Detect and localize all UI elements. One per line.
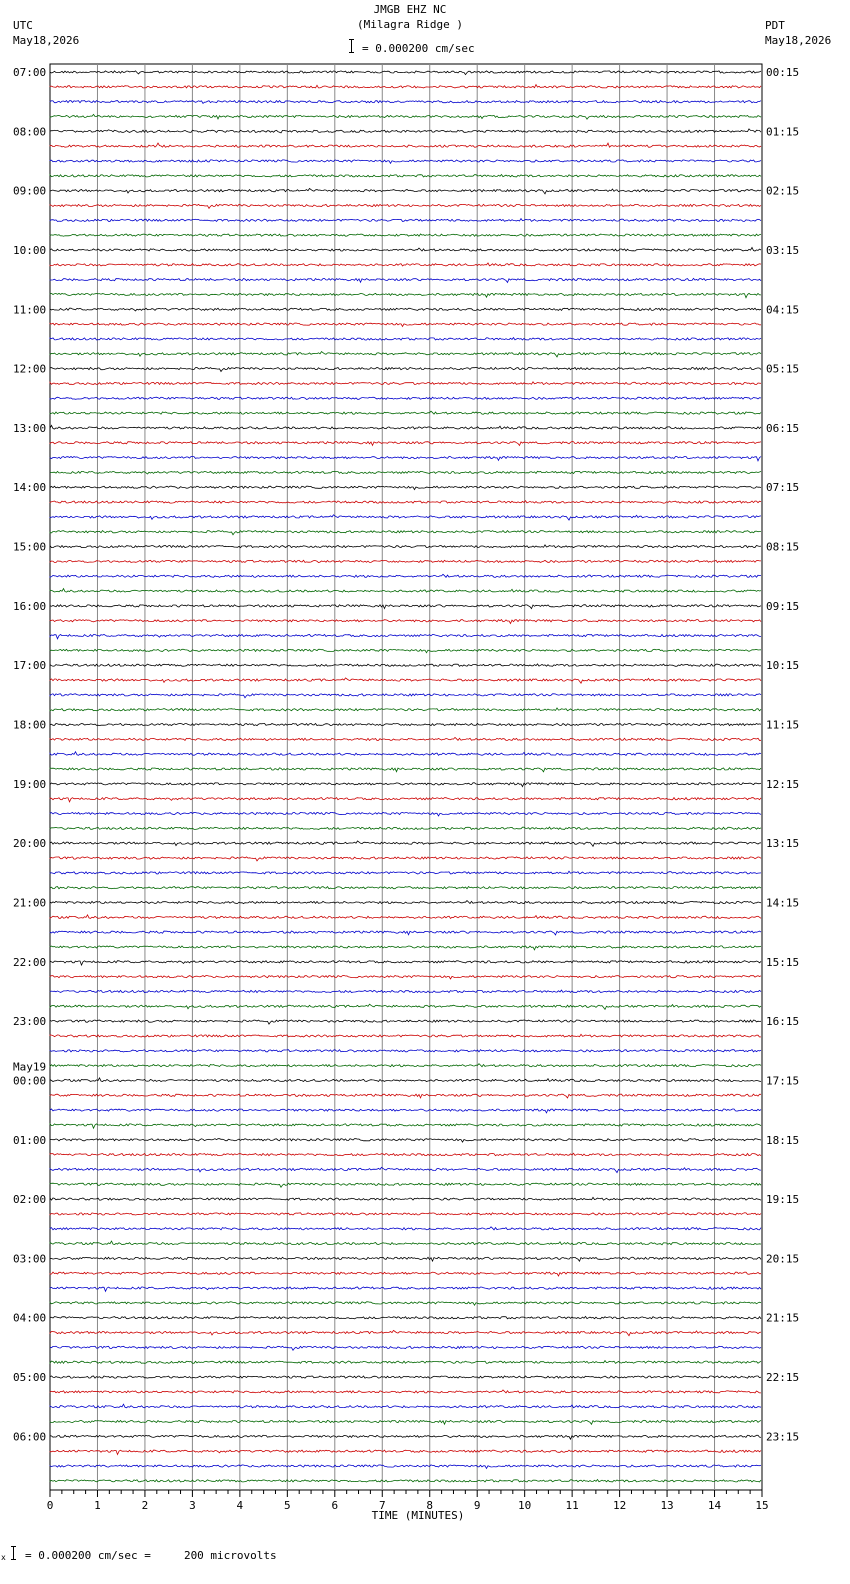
trace-line: [50, 1094, 761, 1098]
trace-line: [50, 175, 761, 177]
x-tick-label: 7: [378, 1499, 386, 1512]
grid-lines: [50, 64, 762, 1490]
trace-line: [50, 471, 761, 474]
trace-line: [50, 71, 761, 75]
trace-line: [50, 1167, 761, 1172]
trace-line: [50, 1420, 761, 1424]
x-tick-label: 1: [94, 1499, 101, 1512]
trace-line: [50, 129, 761, 133]
trace-line: [50, 486, 761, 490]
trace-line: [50, 620, 761, 624]
utc-hour-label: 03:00: [13, 1252, 47, 1266]
trace-line: [50, 887, 761, 889]
x-tick-label: 10: [518, 1499, 532, 1512]
trace-line: [50, 1109, 761, 1113]
trace-line: [50, 382, 761, 385]
utc-hour-label: 20:00: [13, 837, 47, 851]
left-timezone: UTC: [13, 19, 33, 32]
trace-layer: [50, 71, 761, 1482]
trace-line: [50, 1064, 761, 1067]
plot-frame: [50, 64, 762, 1490]
trace-line: [50, 442, 761, 446]
pdt-hour-label: 07:15: [766, 481, 800, 495]
trace-line: [50, 574, 761, 577]
utc-hour-label: 04:00: [13, 1311, 47, 1325]
trace-line: [50, 1376, 761, 1378]
trace-line: [50, 752, 761, 756]
trace-line: [50, 961, 761, 965]
trace-line: [50, 694, 761, 698]
trace-line: [50, 871, 761, 874]
x-tick-label: 5: [284, 1499, 291, 1512]
trace-line: [50, 1020, 761, 1024]
trace-line: [50, 1435, 761, 1439]
x-tick-label: 6: [331, 1499, 339, 1512]
trace-line: [50, 1302, 761, 1305]
utc-hour-label: 17:00: [13, 659, 47, 673]
utc-hour-label: 00:00: [13, 1074, 47, 1088]
trace-line: [50, 1480, 761, 1482]
utc-hour-label: 09:00: [13, 184, 47, 198]
trace-line: [50, 976, 761, 980]
trace-line: [50, 737, 761, 740]
pdt-hour-label: 20:15: [766, 1252, 800, 1266]
trace-line: [50, 545, 761, 548]
trace-line: [50, 397, 761, 399]
x-axis-label: TIME (MINUTES): [371, 1509, 465, 1522]
trace-line: [50, 1241, 761, 1245]
pdt-hour-label: 21:15: [766, 1311, 800, 1325]
trace-line: [50, 798, 761, 802]
trace-line: [50, 338, 761, 340]
x-tick-label: 8: [426, 1499, 434, 1512]
x-tick-label: 12: [612, 1499, 627, 1512]
x-tick-label: 15: [755, 1499, 769, 1512]
pdt-hour-label: 03:15: [766, 243, 800, 257]
trace-line: [50, 1034, 761, 1037]
pdt-hour-label: 05:15: [766, 362, 800, 376]
footer-scale-note: = 0.000200 cm/sec = 200 microvolts: [25, 1549, 277, 1562]
trace-line: [50, 1004, 761, 1009]
trace-line: [50, 531, 761, 535]
pdt-hour-label: 01:15: [766, 125, 800, 139]
trace-line: [50, 101, 761, 104]
trace-line: [50, 605, 761, 609]
trace-line: [50, 160, 761, 163]
pdt-hour-label: 15:15: [766, 955, 800, 969]
utc-hour-label: 19:00: [13, 777, 47, 791]
pdt-hour-label: 14:15: [766, 896, 800, 910]
trace-line: [50, 841, 761, 846]
utc-hour-label: 12:00: [13, 362, 47, 376]
x-tick-label: 2: [141, 1499, 149, 1512]
trace-line: [50, 723, 761, 725]
pdt-hour-label: 09:15: [766, 599, 800, 613]
trace-line: [50, 1390, 761, 1393]
scale-text: = 0.000200 cm/sec: [362, 42, 475, 55]
trace-line: [50, 219, 761, 222]
x-tick-label: 9: [473, 1499, 481, 1512]
trace-line: [50, 352, 761, 357]
trace-line: [50, 635, 761, 639]
utc-hour-label: 23:00: [13, 1015, 47, 1029]
utc-hour-label: 06:00: [13, 1430, 47, 1444]
trace-line: [50, 1050, 761, 1052]
trace-line: [50, 248, 761, 252]
trace-line: [50, 812, 761, 816]
footer-mark: x: [1, 1553, 6, 1562]
x-tick-label: 0: [46, 1499, 54, 1512]
station-title: JMGB EHZ NC: [373, 3, 447, 16]
pdt-hour-label: 08:15: [766, 540, 800, 554]
x-tick-label: 11: [565, 1499, 579, 1512]
pdt-hour-label: 10:15: [766, 659, 800, 673]
pdt-hour-label: 18:15: [766, 1133, 800, 1147]
trace-line: [50, 1197, 761, 1200]
x-tick-label: 3: [189, 1499, 196, 1512]
trace-line: [50, 857, 761, 861]
trace-line: [50, 1183, 761, 1187]
trace-line: [50, 1346, 761, 1350]
trace-line: [50, 1227, 761, 1230]
trace-line: [50, 1287, 761, 1291]
trace-line: [50, 1330, 761, 1335]
trace-line: [50, 901, 761, 904]
x-tick-label: 4: [236, 1499, 244, 1512]
utc-hour-label: 02:00: [13, 1193, 47, 1207]
utc-hour-label: 08:00: [13, 125, 47, 139]
trace-line: [50, 204, 761, 208]
trace-line: [50, 1450, 761, 1454]
hour-labels: [13, 66, 799, 1443]
pdt-hour-label: 02:15: [766, 184, 800, 198]
pdt-hour-label: 22:15: [766, 1371, 800, 1385]
trace-line: [50, 1078, 761, 1082]
trace-line: [50, 368, 761, 372]
footer-scale-bar-icon: [11, 1546, 17, 1560]
pdt-hour-label: 00:15: [766, 66, 800, 79]
trace-line: [50, 263, 761, 266]
site-title: (Milagra Ridge ): [357, 18, 463, 31]
utc-hour-label: 11:00: [13, 303, 47, 317]
trace-line: [50, 143, 761, 147]
pdt-hour-label: 16:15: [766, 1015, 800, 1029]
trace-line: [50, 1404, 761, 1408]
trace-line: [50, 664, 761, 666]
trace-line: [50, 501, 761, 504]
trace-line: [50, 1465, 761, 1469]
trace-line: [50, 946, 761, 950]
trace-line: [50, 915, 761, 919]
x-tick-label: 14: [707, 1499, 722, 1512]
trace-line: [50, 1213, 761, 1215]
trace-line: [50, 1272, 761, 1276]
trace-line: [50, 783, 761, 787]
left-date: May18,2026: [13, 34, 80, 47]
utc-hour-label: 01:00: [13, 1133, 47, 1147]
trace-line: [50, 1139, 761, 1142]
pdt-hour-label: 23:15: [766, 1430, 800, 1444]
utc-hour-label: 13:00: [13, 421, 47, 435]
trace-line: [50, 1124, 761, 1128]
trace-line: [50, 1257, 761, 1261]
trace-line: [50, 1361, 761, 1364]
trace-line: [50, 278, 761, 282]
trace-line: [50, 189, 761, 194]
pdt-hour-label: 13:15: [766, 837, 800, 851]
trace-line: [50, 768, 761, 772]
utc-hour-label: 10:00: [13, 243, 47, 257]
trace-line: [50, 293, 761, 297]
trace-line: [50, 1316, 761, 1318]
trace-line: [50, 560, 761, 562]
utc-hour-label: 14:00: [13, 481, 47, 495]
trace-line: [50, 457, 761, 461]
trace-line: [50, 85, 761, 88]
right-timezone: PDT: [765, 19, 785, 32]
utc-hour-label: 05:00: [13, 1371, 47, 1385]
trace-line: [50, 411, 761, 414]
pdt-hour-label: 06:15: [766, 421, 800, 435]
trace-line: [50, 114, 761, 119]
pdt-hour-label: 19:15: [766, 1193, 800, 1207]
utc-hour-label: 07:00: [13, 66, 47, 79]
trace-line: [50, 234, 761, 236]
trace-line: [50, 931, 761, 935]
trace-line: [50, 649, 761, 652]
x-tick-label: 13: [660, 1499, 674, 1512]
trace-line: [50, 589, 761, 593]
trace-line: [50, 678, 761, 683]
trace-line: [50, 308, 761, 311]
pdt-hour-label: 12:15: [766, 777, 800, 791]
trace-line: [50, 323, 761, 327]
utc-hour-label: 16:00: [13, 599, 47, 613]
pdt-hour-label: 11:15: [766, 718, 800, 732]
utc-hour-label: 22:00: [13, 955, 47, 969]
pdt-hour-label: 04:15: [766, 303, 800, 317]
trace-line: [50, 515, 761, 520]
trace-line: [50, 708, 761, 711]
utc-hour-label: 18:00: [13, 718, 47, 732]
right-date: May18,2026: [765, 34, 832, 47]
trace-line: [50, 425, 761, 429]
utc-hour-label: 15:00: [13, 540, 47, 554]
trace-line: [50, 990, 761, 993]
utc-hour-label: 21:00: [13, 896, 47, 910]
trace-line: [50, 1153, 761, 1155]
date-change-label: May19: [13, 1060, 47, 1074]
trace-line: [50, 827, 761, 829]
pdt-hour-label: 17:15: [766, 1074, 800, 1088]
